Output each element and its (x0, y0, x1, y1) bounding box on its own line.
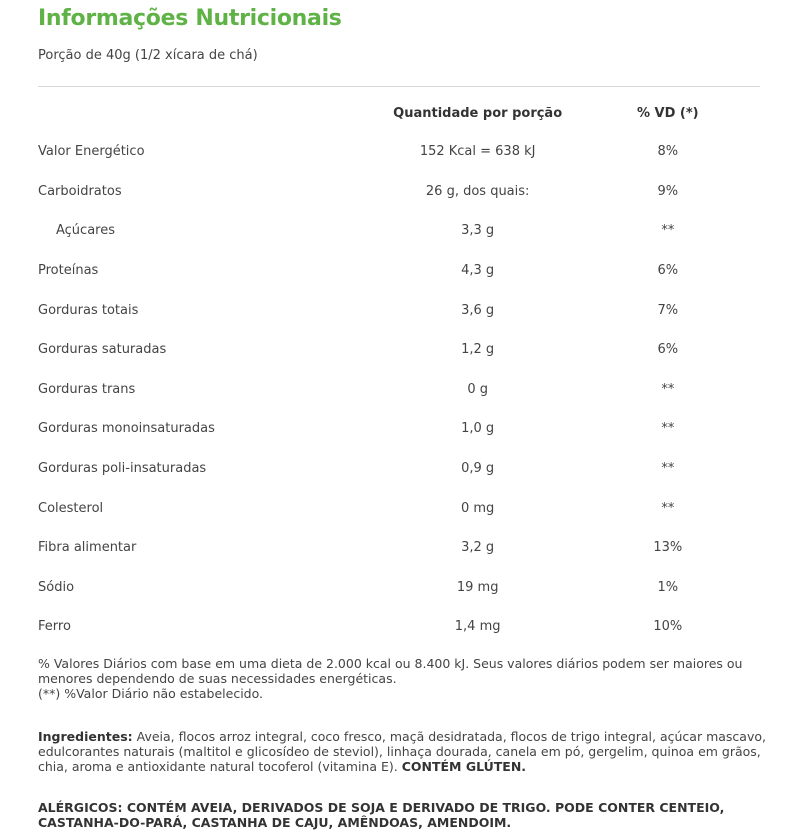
table-row (38, 409, 760, 449)
nutrient-quantity: 1,0 g (461, 421, 495, 437)
nutrient-name: Carboidratos (38, 183, 122, 199)
column-header-quantity: Quantidade por porção (393, 105, 563, 121)
nutrient-name: Gorduras trans (38, 381, 136, 397)
table-row (38, 449, 760, 489)
nutrient-name: Ferro (38, 619, 71, 635)
nutrient-name: Fibra alimentar (38, 540, 137, 556)
nutrient-name: Colesterol (38, 500, 104, 516)
nutrient-quantity: 3,2 g (461, 540, 495, 556)
footnote-dv-not-established: (**) %Valor Diário não estabelecido. (38, 686, 264, 701)
nutrient-quantity: 26 g, dos quais: (425, 183, 530, 199)
table-row (38, 568, 760, 608)
nutrient-name: Proteínas (38, 263, 99, 279)
ingredients-label: Ingredientes: (38, 729, 133, 744)
nutrient-dv: ** (661, 223, 675, 239)
table-row (38, 528, 760, 568)
ingredients-text: Aveia, flocos arroz integral, coco fresco, maçã desidratada, flocos de trigo integral, açúcar mascavo, edulcorantes naturais (maltitol e glicosídeo de steviol), linhaça dourada, canela em pó, gergelim, quinoa em grãos, chia, aroma e antioxidante natural tocoferol (vitamina E). (38, 729, 766, 774)
daily-value-footnote (38, 656, 758, 701)
nutrient-quantity: 3,6 g (461, 302, 495, 318)
nutrient-dv: ** (661, 421, 675, 437)
nutrient-quantity: 3,3 g (461, 223, 495, 239)
footnote-dv-basis: % Valores Diários com base em uma dieta de 2.000 kcal ou 8.400 kJ. Seus valores diários podem ser maiores ou menores dependendo de suas necessidades energéticas. (38, 656, 743, 686)
nutrient-quantity: 1,4 mg (454, 619, 501, 635)
nutrition-table (38, 94, 760, 647)
nutrient-dv: 13% (653, 540, 683, 556)
table-row (38, 290, 760, 330)
portion-size: Porção de 40g (1/2 xícara de chá) (38, 48, 258, 63)
allergens-warning: ALÉRGICOS: CONTÉM AVEIA, DERIVADOS DE SOJA E DERIVADO DE TRIGO. PODE CONTER CENTEIO, CASTANHA-DO-PARÁ, CASTANHA DE CAJU, AMÊNDOAS, AMENDOIM. (38, 800, 725, 830)
table-row (38, 488, 760, 528)
nutrient-dv: ** (661, 461, 675, 477)
table-row (38, 330, 760, 370)
nutrient-dv: ** (661, 381, 675, 397)
column-header-dv: % VD (*) (637, 105, 699, 121)
nutrient-dv: 7% (657, 302, 679, 318)
nutrient-dv: ** (661, 500, 675, 516)
nutrient-name: Valor Energético (38, 144, 145, 160)
nutrient-dv: 10% (653, 619, 683, 635)
nutrient-dv: 6% (657, 342, 679, 358)
nutrient-quantity: 0 mg (460, 500, 495, 516)
table-row (38, 132, 760, 172)
nutrient-name: Sódio (38, 579, 75, 595)
nutrient-quantity: 0 g (467, 381, 488, 397)
table-row (38, 607, 760, 647)
nutrient-quantity: 0,9 g (461, 461, 495, 477)
header-divider (38, 86, 760, 87)
table-row (38, 370, 760, 410)
nutrient-name-sub: Açúcares (56, 223, 115, 239)
nutrient-dv: 1% (657, 579, 679, 595)
table-row (38, 211, 760, 251)
nutrient-quantity: 19 mg (456, 579, 499, 595)
nutrient-name: Gorduras poli-insaturadas (38, 461, 207, 477)
nutrient-name: Gorduras saturadas (38, 342, 167, 358)
gluten-warning: CONTÉM GLÚTEN. (401, 759, 527, 774)
nutrient-quantity: 152 Kcal = 638 kJ (419, 144, 536, 160)
nutrient-name: Gorduras totais (38, 302, 139, 318)
table-row (38, 251, 760, 291)
table-header-row (38, 94, 760, 132)
nutrient-dv: 8% (657, 144, 679, 160)
column-header-name (38, 94, 380, 132)
nutrient-dv: 6% (657, 263, 679, 279)
nutrient-quantity: 4,3 g (461, 263, 495, 279)
ingredients-section (38, 729, 768, 774)
table-row (38, 172, 760, 212)
nutrient-dv: 9% (657, 183, 679, 199)
page-title: Informações Nutricionais (38, 6, 342, 31)
nutrient-quantity: 1,2 g (461, 342, 495, 358)
nutrient-name: Gorduras monoinsaturadas (38, 421, 215, 437)
